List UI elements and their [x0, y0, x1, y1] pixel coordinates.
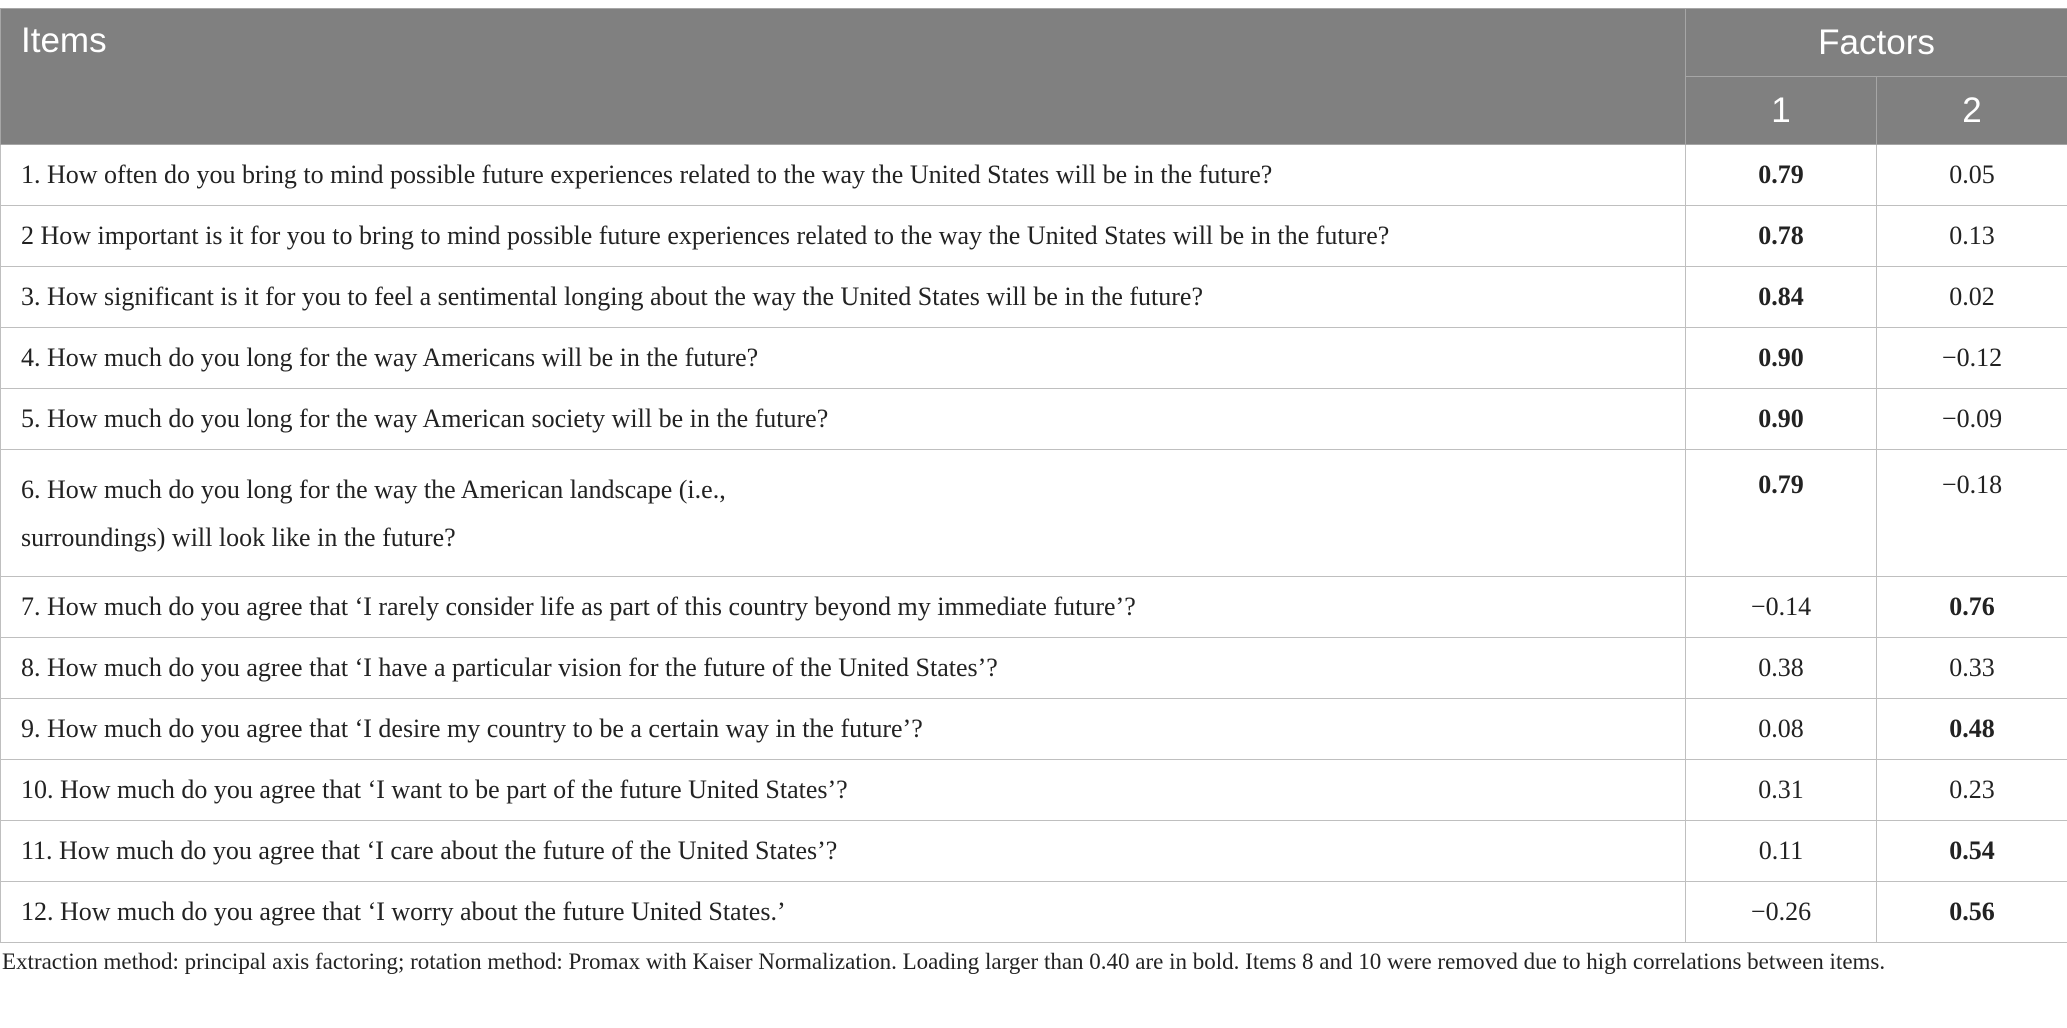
factor-loadings-table-container [0, 8, 2067, 943]
table-row [1, 760, 2067, 821]
factor-1-loading: 0.78 [1686, 206, 1877, 267]
table-row [1, 577, 2067, 638]
factor-2-loading: 0.33 [1877, 638, 2067, 699]
factor-2-loading: 0.05 [1877, 145, 2067, 206]
table-row [1, 638, 2067, 699]
item-text: 8. How much do you agree that ‘I have a particular vision for the future of the United States’? [1, 638, 1686, 699]
factor-2-loading: 0.13 [1877, 206, 2067, 267]
factor-1-loading: 0.79 [1686, 450, 1877, 577]
table-row [1, 389, 2067, 450]
item-text-line-2: surroundings) will look like in the future? [21, 523, 456, 552]
factor-1-loading: −0.26 [1686, 882, 1877, 943]
table-row [1, 267, 2067, 328]
factor-2-loading: 0.02 [1877, 267, 2067, 328]
factor-loadings-table [0, 8, 2067, 943]
table-row [1, 699, 2067, 760]
table-row [1, 450, 2067, 577]
factor-1-loading: 0.38 [1686, 638, 1877, 699]
factor-2-loading: −0.09 [1877, 389, 2067, 450]
factor-2-loading: 0.56 [1877, 882, 2067, 943]
factor-2-loading: 0.76 [1877, 577, 2067, 638]
table-row [1, 145, 2067, 206]
item-text: 2 How important is it for you to bring to mind possible future experiences related to the way the United States will be in the future? [1, 206, 1686, 267]
factor-1-loading: −0.14 [1686, 577, 1877, 638]
factor-1-loading: 0.79 [1686, 145, 1877, 206]
factor-2-loading: 0.23 [1877, 760, 2067, 821]
table-header [1, 9, 2067, 145]
table-row [1, 328, 2067, 389]
factor-1-loading: 0.31 [1686, 760, 1877, 821]
factors-column-header: Factors [1686, 9, 2067, 77]
factor-1-loading: 0.90 [1686, 328, 1877, 389]
factor-1-loading: 0.08 [1686, 699, 1877, 760]
item-text [1, 450, 1686, 577]
item-text: 11. How much do you agree that ‘I care about the future of the United States’? [1, 821, 1686, 882]
factor-2-loading: −0.12 [1877, 328, 2067, 389]
item-text: 5. How much do you long for the way American society will be in the future? [1, 389, 1686, 450]
factor-1-loading: 0.84 [1686, 267, 1877, 328]
table-row [1, 206, 2067, 267]
item-text: 7. How much do you agree that ‘I rarely consider life as part of this country beyond my immediate future’? [1, 577, 1686, 638]
item-text: 4. How much do you long for the way Americans will be in the future? [1, 328, 1686, 389]
factor-2-loading: 0.48 [1877, 699, 2067, 760]
table-row [1, 821, 2067, 882]
item-text: 3. How significant is it for you to feel a sentimental longing about the way the United States will be in the future? [1, 267, 1686, 328]
table-body [1, 145, 2067, 943]
factor-2-loading: −0.18 [1877, 450, 2067, 577]
item-text: 12. How much do you agree that ‘I worry about the future United States.’ [1, 882, 1686, 943]
item-text-line-1: 6. How much do you long for the way the American landscape (i.e., [21, 475, 726, 504]
table-footnote: Extraction method: principal axis factoring; rotation method: Promax with Kaiser Normalization. Loading larger than 0.40 are in bold. Items 8 and 10 were removed due to high correlations between items. [2, 949, 1886, 974]
factor-2-header: 2 [1877, 77, 2067, 145]
factor-1-loading: 0.90 [1686, 389, 1877, 450]
item-text: 9. How much do you agree that ‘I desire my country to be a certain way in the future’? [1, 699, 1686, 760]
table-row [1, 882, 2067, 943]
factor-1-header: 1 [1686, 77, 1877, 145]
item-text: 1. How often do you bring to mind possible future experiences related to the way the United States will be in the future? [1, 145, 1686, 206]
factor-2-loading: 0.54 [1877, 821, 2067, 882]
item-text: 10. How much do you agree that ‘I want to be part of the future United States’? [1, 760, 1686, 821]
items-column-header: Items [1, 9, 1686, 145]
factor-1-loading: 0.11 [1686, 821, 1877, 882]
